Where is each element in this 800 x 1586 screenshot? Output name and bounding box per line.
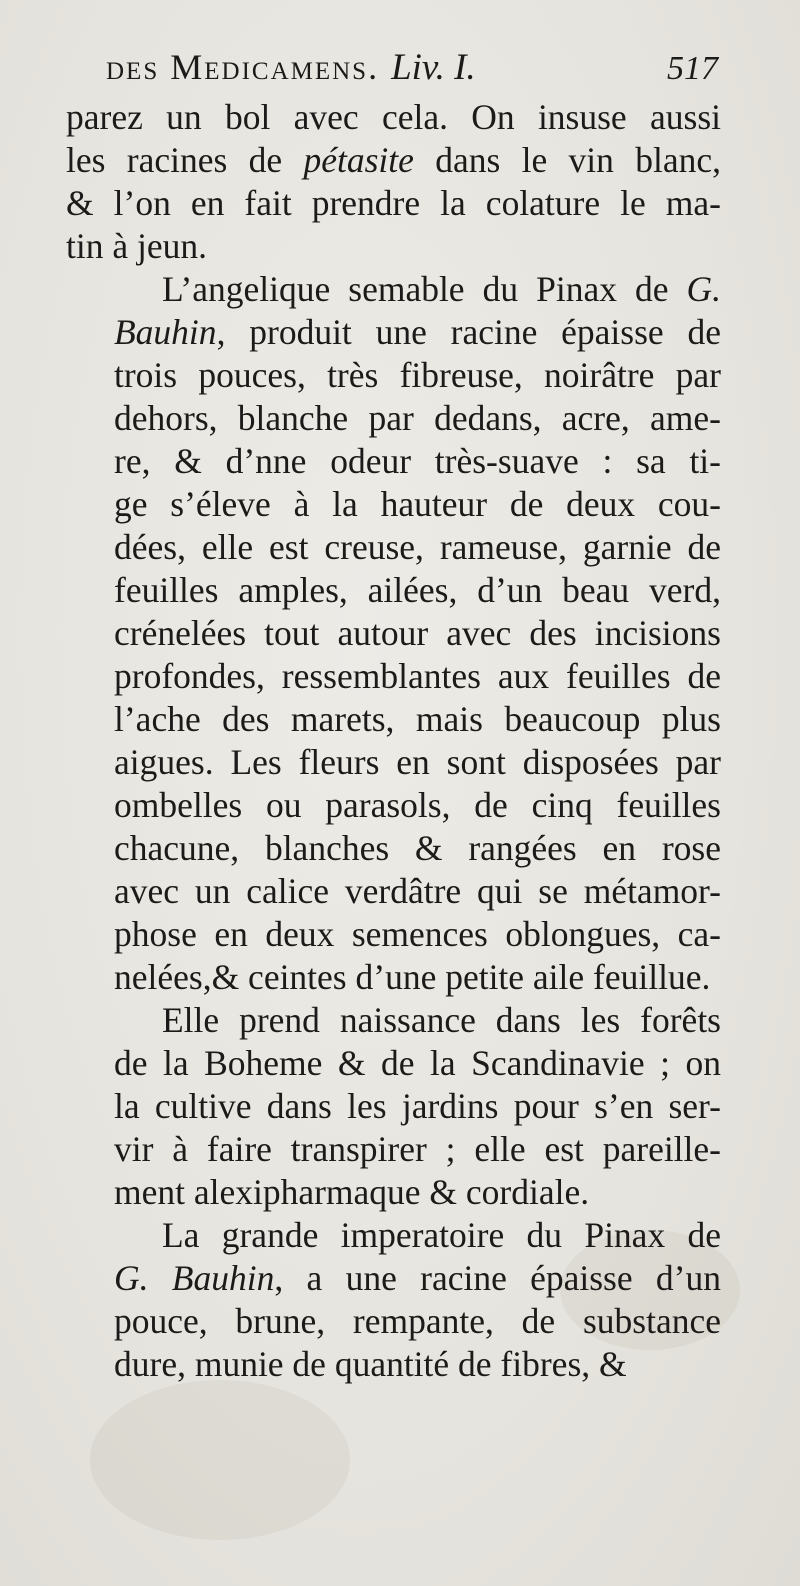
paragraph: [66, 1214, 721, 1386]
book-reference: Liv. I.: [391, 47, 476, 88]
text-line: [66, 96, 721, 139]
text-run: chacune, blanches & rangées en rose: [114, 828, 721, 868]
text-line: [66, 483, 721, 526]
text-line: [66, 311, 721, 354]
text-run: tin à jeun.: [66, 226, 207, 266]
text-line: [66, 913, 721, 956]
text-line: [66, 1214, 721, 1257]
text-line: [66, 612, 721, 655]
text-line: [66, 182, 721, 225]
italic-text: pétasite: [303, 140, 414, 180]
text-run: profondes, ressemblantes aux feuilles de: [114, 656, 721, 696]
text-run: vir à faire transpirer ; elle est pareille-: [114, 1129, 721, 1169]
text-line: [66, 1085, 721, 1128]
text-run: trois pouces, très fibreuse, noirâtre par: [114, 355, 721, 395]
text-line: [66, 1300, 721, 1343]
body-text: [66, 96, 721, 1386]
text-run: ment alexipharmaque & cordiale.: [114, 1172, 590, 1212]
paragraph: [66, 268, 721, 999]
text-line: [66, 1171, 721, 1214]
text-line: [66, 526, 721, 569]
text-line: [66, 698, 721, 741]
page-number: 517: [667, 50, 718, 87]
text-run: nelées,& ceintes d’une petite aile feuillue.: [114, 957, 711, 997]
text-line: [66, 741, 721, 784]
text-run: phose en deux semences oblongues, ca-: [114, 914, 721, 954]
text-line: [66, 1128, 721, 1171]
text-run: re, & d’nne odeur très-suave : sa ti-: [114, 441, 721, 481]
text-line: [66, 1343, 721, 1386]
text-line: [66, 999, 721, 1042]
text-run: aigues. Les fleurs en sont disposées par: [114, 742, 721, 782]
text-line: [66, 655, 721, 698]
paragraph: [66, 999, 721, 1214]
text-run: les racines de: [66, 140, 304, 180]
text-run: Elle prend naissance dans les forêts: [162, 1000, 721, 1040]
text-run: dans le vin blanc,: [413, 140, 721, 180]
text-run: & l’on en fait prendre la colature le ma-: [66, 183, 721, 223]
text-line: [66, 440, 721, 483]
text-line: [66, 139, 721, 182]
text-run: dées, elle est creuse, rameuse, garnie de: [114, 527, 721, 567]
text-run: dure, munie de quantité de fibres, &: [114, 1344, 627, 1384]
text-run: , a une racine épaisse d’un: [274, 1258, 721, 1298]
text-run: ge s’éleve à la hauteur de deux cou-: [114, 484, 721, 524]
text-line: [66, 268, 721, 311]
paragraph: [66, 96, 721, 268]
text-run: feuilles amples, ailées, d’un beau verd,: [114, 570, 721, 610]
text-run: de la Boheme & de la Scandinavie ; on: [114, 1043, 721, 1083]
text-run: avec un calice verdâtre qui se métamor-: [114, 871, 721, 911]
text-run: ombelles ou parasols, de cinq feuilles: [114, 785, 721, 825]
text-run: La grande imperatoire du Pinax de: [162, 1215, 721, 1255]
text-line: [66, 225, 721, 268]
text-line: [66, 784, 721, 827]
text-run: dehors, blanche par dedans, acre, ame-: [114, 398, 721, 438]
text-line: [66, 1042, 721, 1085]
text-line: [66, 1257, 721, 1300]
italic-text: G. Bauhin: [114, 1258, 275, 1298]
text-run: pouce, brune, rempante, de substance: [114, 1301, 721, 1341]
text-line: [66, 827, 721, 870]
text-run: , produit une racine épaisse de: [216, 312, 721, 352]
text-run: la cultive dans les jardins pour s’en ser-: [114, 1086, 721, 1126]
text-line: [66, 569, 721, 612]
italic-text: Bauhin: [114, 312, 217, 352]
text-run: l’ache des marets, mais beaucoup plus: [114, 699, 721, 739]
text-line: [66, 956, 721, 999]
running-head: des Medicamens.: [106, 47, 380, 87]
text-run: L’angelique semable du Pinax de: [162, 269, 687, 309]
text-line: [66, 870, 721, 913]
text-line: [66, 354, 721, 397]
paper-stain: [90, 1380, 350, 1540]
text-line: [66, 397, 721, 440]
italic-text: G.: [686, 269, 721, 309]
text-run: crénelées tout autour avec des incisions: [114, 613, 721, 653]
text-run: parez un bol avec cela. On insuse aussi: [66, 97, 721, 137]
page-header: [106, 46, 718, 102]
